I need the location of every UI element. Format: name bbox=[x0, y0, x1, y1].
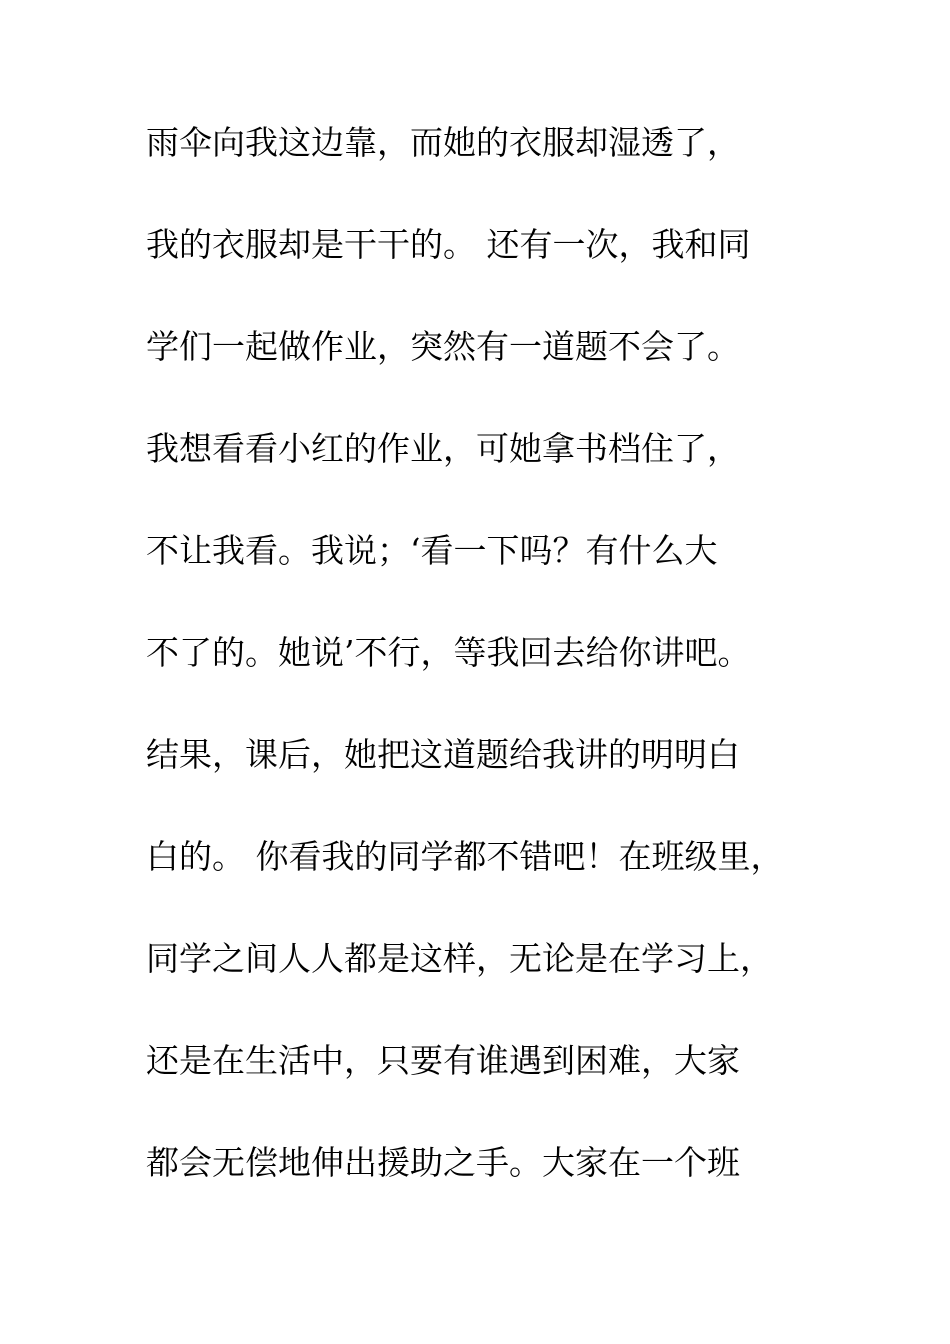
text-line: 我想看看小红的作业，可她拿书档住了， bbox=[146, 429, 740, 468]
text-line: 不了的。她说’不行，等我回去给你讲吧。 bbox=[146, 633, 751, 672]
text-line: 结果，课后，她把这道题给我讲的明明白 bbox=[146, 735, 740, 774]
text-line: 还是在生活中，只要有谁遇到困难，大家 bbox=[146, 1041, 740, 1080]
text-line: 都会无偿地伸出援助之手。大家在一个班 bbox=[146, 1143, 740, 1182]
text-line: 白的。 你看我的同学都不错吧！在班级里， bbox=[146, 837, 784, 876]
text-line: 学们一起做作业，突然有一道题不会了。 bbox=[146, 327, 740, 366]
body-text bbox=[146, 123, 826, 1245]
text-line: 雨伞向我这边靠，而她的衣服却湿透了， bbox=[146, 123, 740, 162]
text-line: 我的衣服却是干干的。 还有一次，我和同 bbox=[146, 225, 751, 264]
text-line: 同学之间人人都是这样，无论是在学习上， bbox=[146, 939, 773, 978]
text-line: 不让我看。我说；‘看一下吗？有什么大 bbox=[146, 531, 718, 570]
